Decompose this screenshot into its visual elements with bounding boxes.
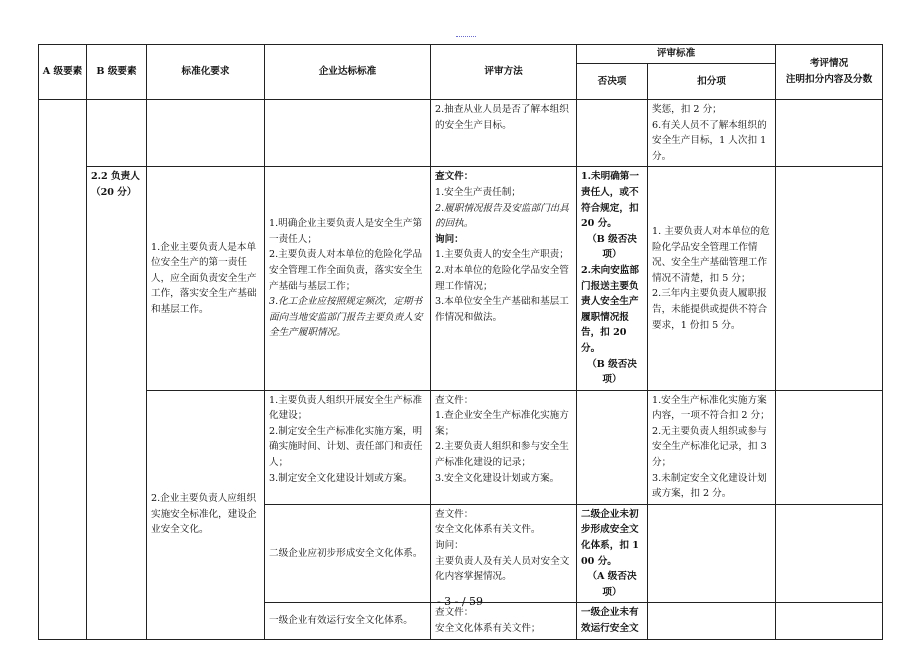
standard-2-2-2: 1.主要负责人组织开展安全生产标准化建设； 2.制定安全生产标准化实施方案，明确实施时间、计划、责任部门和责任人； 3.制定安全文化建设计划或方案。: [265, 390, 431, 504]
requirement-cont: [147, 100, 265, 167]
standard-2-2-1-item1: 1.明确企业主要负责人是安全生产第一责任人；: [269, 218, 423, 245]
method-2-2-1: [431, 167, 577, 390]
veto-2-2-1-level1: （B 级否决项）: [587, 233, 637, 261]
standard-2-2-1-item3: 3.化工企业应按照规定频次，定期书面向当地安监部门报告主要负责人安全生产履职情况。: [269, 296, 423, 339]
header-evaluation-title: 考评情况: [809, 58, 849, 70]
header-review-method: 评审方法: [431, 45, 577, 100]
b-level-cont: [87, 100, 147, 167]
page-number: - 3 - / 59: [436, 595, 484, 608]
deduction-culture-2: [648, 504, 776, 603]
veto-culture-1: 一级企业未有效运行安全文: [577, 603, 648, 639]
standard-cont: [265, 100, 431, 167]
header-b-level: B 级要素: [87, 45, 147, 100]
veto-culture-2-item: 二级企业未初步形成安全文化体系，扣 100 分。: [581, 508, 639, 567]
deduction-cont: 奖惩，扣 2 分； 6.有关人员不了解本组织的安全生产目标，1 人次扣 1 分。: [648, 100, 776, 167]
veto-culture-2: [577, 504, 648, 603]
standard-2-2-1: [265, 167, 431, 390]
a-level-cell: [39, 100, 87, 640]
method-2-2-1-head1: 查文件：: [435, 171, 474, 183]
requirement-2-2-2: 2.企业主要负责人应组织实施安全标准化，建设企业安全文化。: [147, 390, 265, 639]
evaluation-culture-2: [776, 504, 883, 603]
header-a-level: A 级要素: [39, 45, 87, 100]
method-2-2-1-head2: 询问：: [435, 233, 464, 245]
method-2-2-1-item3: 1.主要负责人的安全生产职责；: [435, 249, 569, 261]
method-culture-1: 查文件： 安全文化体系有关文件；: [431, 603, 577, 639]
method-cont: 2.抽查从业人员是否了解本组织的安全生产目标。: [431, 100, 577, 167]
header-evaluation: [776, 45, 883, 100]
b-element-2-2: 2.2 负责人 （20 分）: [87, 167, 147, 639]
veto-culture-2-level: （A 级否决项）: [587, 571, 637, 598]
evaluation-2-2-1: [776, 167, 883, 390]
header-standard-requirement: 标准化要求: [147, 45, 265, 100]
method-2-2-1-item5: 3.本单位安全生产基础和基层工作情况和做法。: [435, 296, 569, 323]
deduction-2-2-1: 1. 主要负责人对本单位的危险化学品安全管理工作情况、安全生产基础管理工作情况不清楚，扣 5 分； 2.三年内主要负责人履职报告，未能提供或提供不符合要求，1 份扣 5 分。: [648, 167, 776, 390]
veto-2-2-1-level2: （B 级否决项）: [587, 358, 637, 386]
header-mark: [456, 36, 476, 41]
method-2-2-1-item4: 2.对本单位的危险化学品安全管理工作情况；: [435, 264, 569, 292]
evaluation-table: [38, 44, 883, 640]
deduction-2-2-2: 1.安全生产标准化实施方案内容，一项不符合扣 2 分； 2.无主要负责人组织或参与安全生产标准化记录，扣 3 分； 3.未制定安全文化建设计划或方案，扣 2 分。: [648, 390, 776, 504]
requirement-2-2-1: 1.企业主要负责人是本单位安全生产的第一责任人，应全面负责安全生产工作，落实安全生产基础和基层工作。: [147, 167, 265, 390]
header-deduction: 扣分项: [648, 64, 776, 100]
standard-culture-2: 二级企业应初步形成安全文化体系。: [265, 504, 431, 603]
evaluation-culture-1: [776, 603, 883, 639]
header-veto: 否决项: [577, 64, 648, 100]
veto-2-2-1-item1: 1.未明确第一责任人，或不符合规定，扣 20 分。: [581, 171, 639, 230]
evaluation-cont: [776, 100, 883, 167]
veto-2-2-1-item2: 2.未向安监部门报送主要负责人安全生产履职情况报告，扣 20 分。: [581, 264, 639, 354]
header-evaluation-note: 注明扣分内容及分数: [785, 74, 873, 85]
standard-culture-1: 一级企业有效运行安全文化体系。: [265, 603, 431, 639]
veto-2-2-1: [577, 167, 648, 390]
veto-cont: [577, 100, 648, 167]
veto-2-2-2: [577, 390, 648, 504]
method-culture-2: 查文件： 安全文化体系有关文件。 询问： 主要负责人及有关人员对安全文化内容掌握情况。: [431, 504, 577, 603]
evaluation-2-2-2: [776, 390, 883, 504]
method-2-2-2: 查文件： 1.查企业安全生产标准化实施方案； 2.主要负责人组织和参与安全生产标准化建设的记录； 3.安全文化建设计划或方案。: [431, 390, 577, 504]
standard-2-2-1-item2: 2.主要负责人对本单位的危险化学品安全管理工作全面负责，落实安全生产基础与基层工作；: [269, 249, 423, 292]
method-2-2-1-item1: 1.安全生产责任制；: [435, 186, 521, 198]
header-enterprise-standard: 企业达标标准: [265, 45, 431, 100]
header-review-criteria: 评审标准: [577, 45, 776, 64]
deduction-culture-1: [648, 603, 776, 639]
method-2-2-1-item2: 2.履职情况报告及安监部门出具的回执。: [435, 202, 569, 230]
